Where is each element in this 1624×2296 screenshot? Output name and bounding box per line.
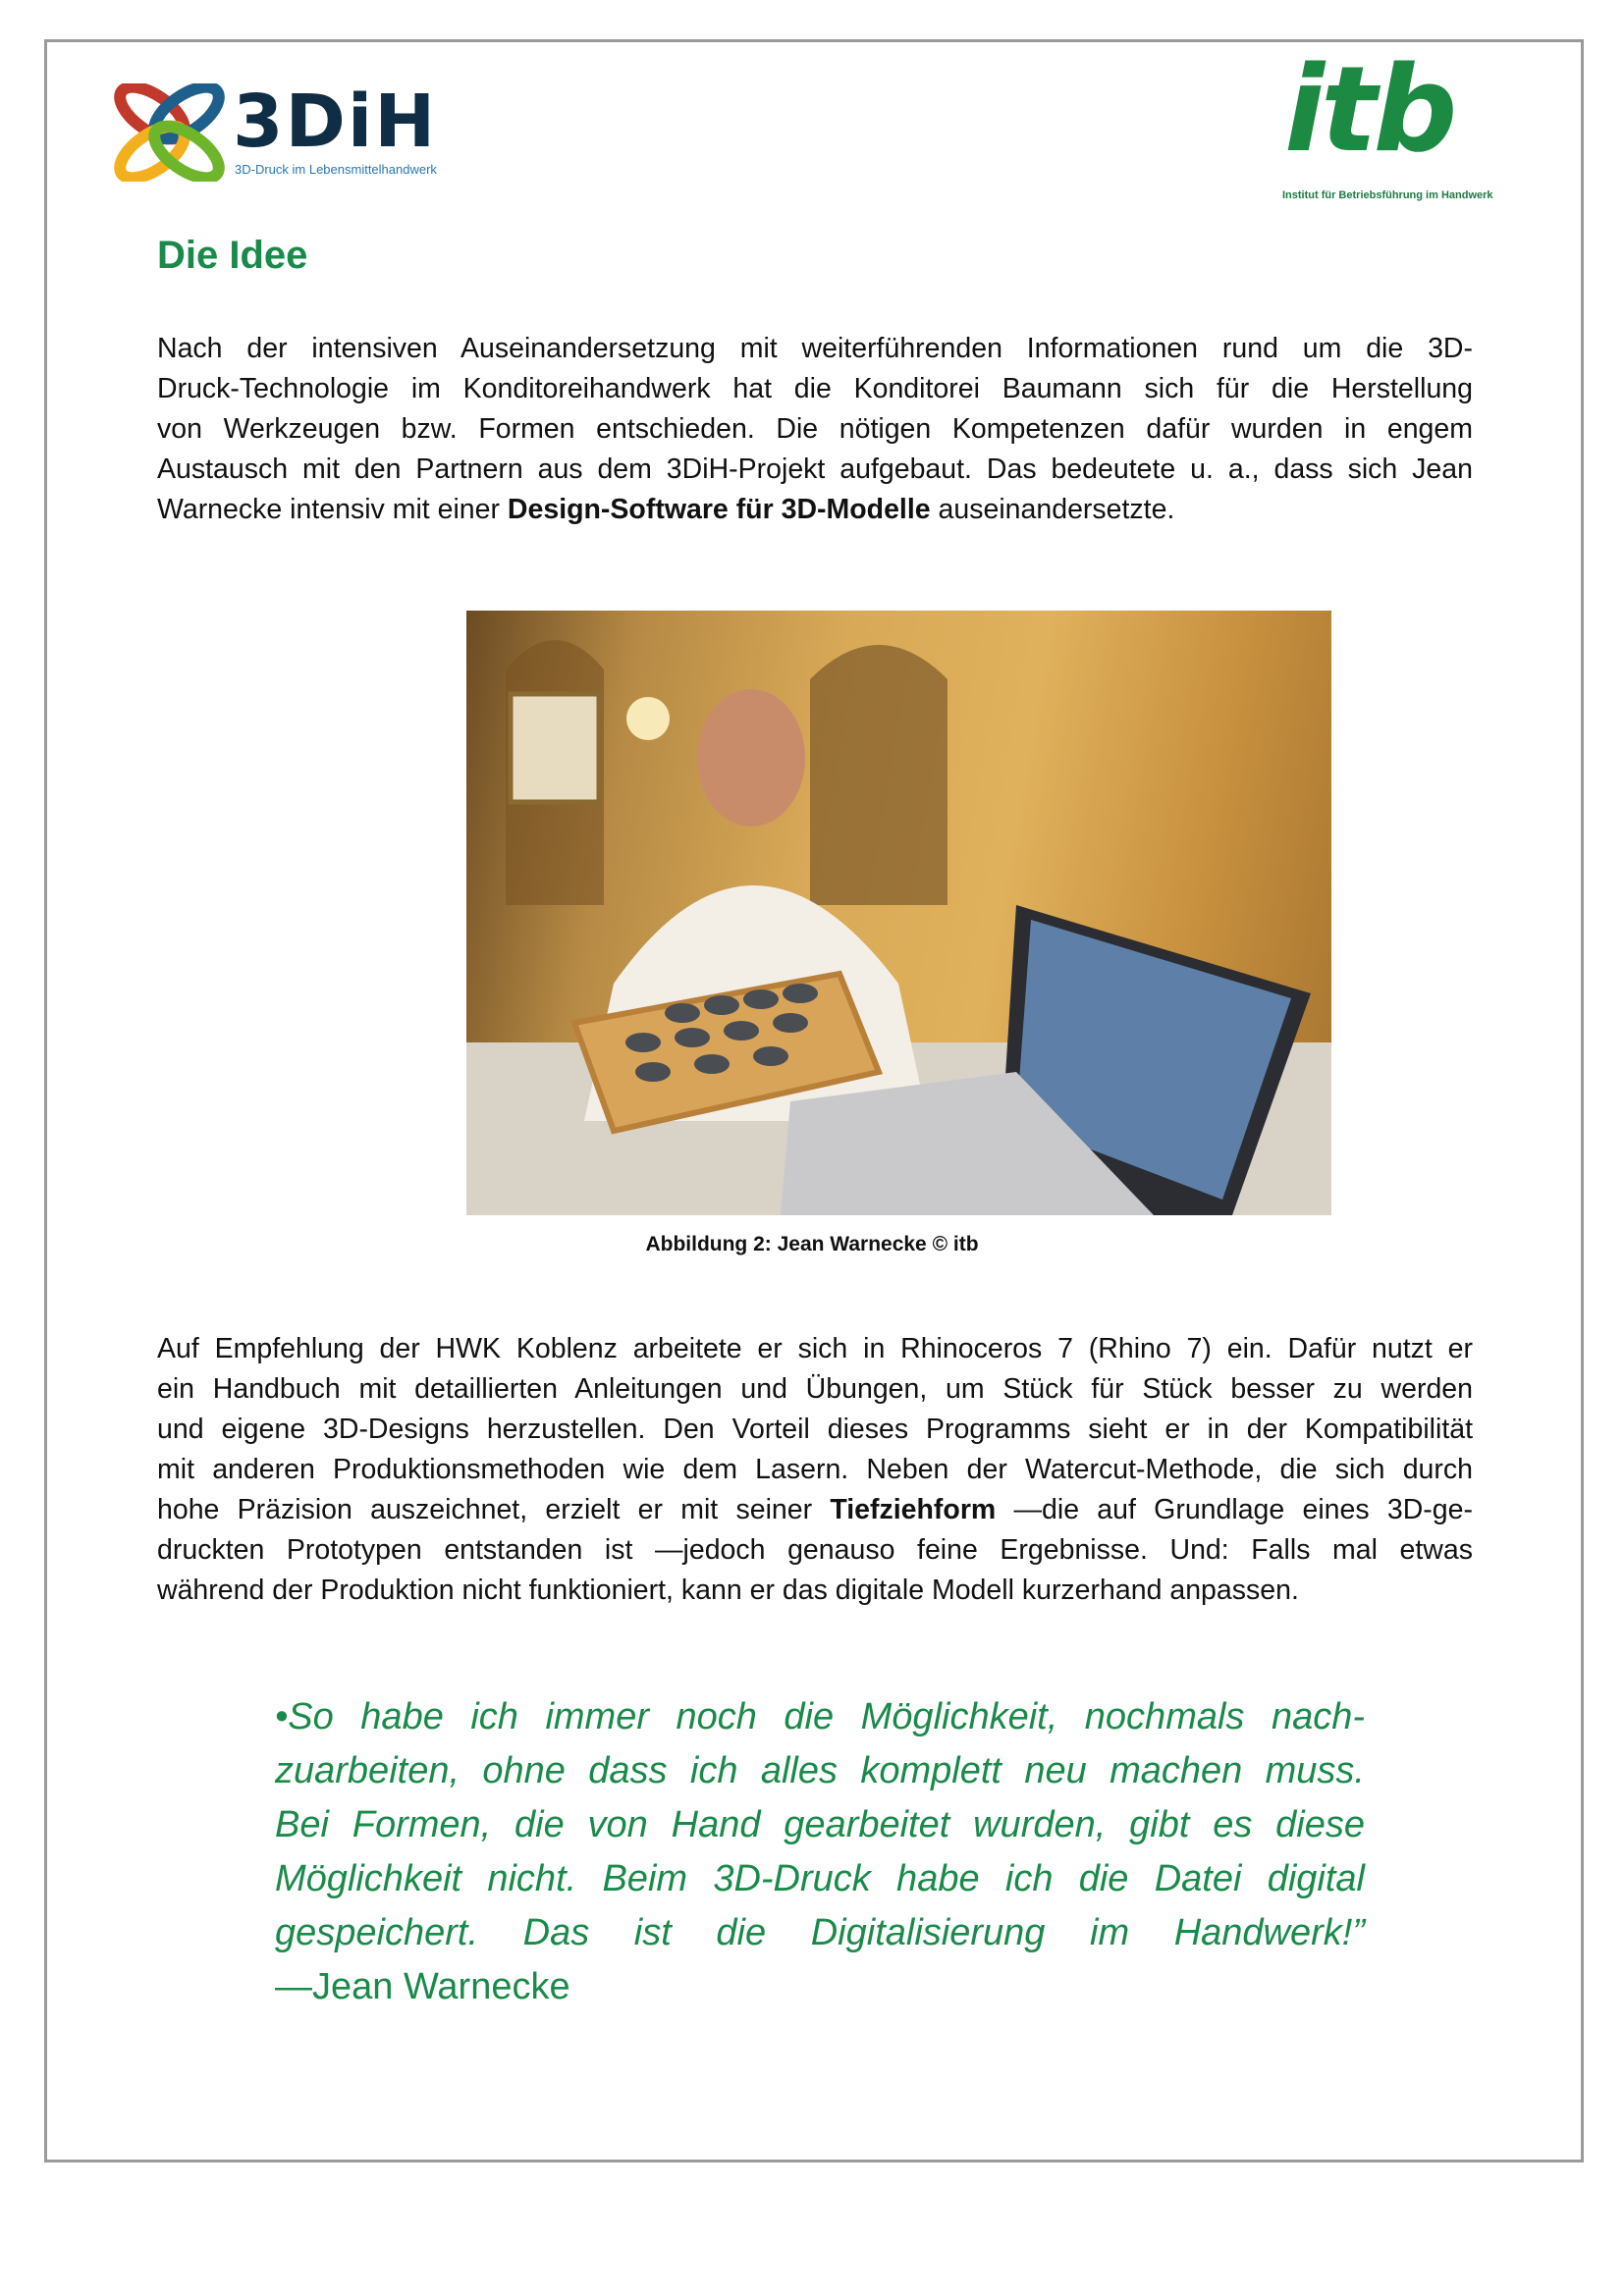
figure-caption: Abbildung 2: Jean Warnecke © itb [645,1233,979,1255]
quote-line: gespeichert. Das ist die Digitalisierung im Handwerk!” [275,1912,1365,1953]
bold-text: Tiefziehform [830,1494,997,1525]
quote-line: zuarbeiten, ohne dass ich alles komplett neu machen muss. [275,1750,1365,1791]
photo-illustration [466,611,1331,1215]
text-line: ein Handbuch mit detaillierten Anleitungen und Übungen, um Stück für Stück besser zu werden [157,1373,1473,1405]
text-line: Nach der intensiven Auseinandersetzung mit weiterführenden Informationen rund um die 3D- [157,333,1473,364]
quote-attribution: —Jean Warnecke [275,1966,570,2007]
text-line [157,490,1473,530]
section-heading: Die Idee [157,234,308,277]
3dih-wordmark: 3DiH [233,80,438,164]
figure-photo [466,611,1331,1215]
itb-logo [1276,42,1493,206]
3dih-logo [113,80,466,182]
3dih-tagline: 3D-Druck im Lebensmittelhandwerk [235,162,437,177]
text-segment: —die auf Grundlage eines 3D-ge- [996,1494,1473,1525]
text-line: Auf Empfehlung der HWK Koblenz arbeitete er sich in Rhinoceros 7 (Rhino 7) ein. Dafür nutzt er [157,1333,1473,1364]
pull-quote [275,1690,1365,2014]
text-line: mit anderen Produktionsmethoden wie dem Lasern. Neben der Watercut-Methode, die sich durch [157,1454,1473,1485]
intro-paragraph [157,329,1473,530]
itb-wordmark: itb [1284,42,1454,179]
3dih-logo-mark-icon [113,83,226,182]
text-line: druckten Prototypen entstanden ist —jedoch genauso feine Ergebnisse. Und: Falls mal etwas [157,1534,1473,1566]
text-line [157,1490,1473,1530]
text-segment: Warnecke intensiv mit einer [157,494,508,525]
quote-line: Bei Formen, die von Hand gearbeitet wurden, gibt es diese [275,1804,1365,1845]
text-segment: auseinandersetzte. [930,494,1175,525]
itb-tagline: Institut für Betriebsführung im Handwerk [1282,189,1493,201]
body-paragraph [157,1329,1473,1611]
text-line: von Werkzeugen bzw. Formen entschieden. Die nötigen Kompetenzen dafür wurden in engem [157,413,1473,445]
text-line: Druck-Technologie im Konditoreihandwerk hat die Konditorei Baumann sich für die Herstellung [157,373,1473,404]
text-line: während der Produktion nicht funktioniert, kann er das digitale Modell kurzerhand anpassen. [157,1575,1299,1606]
text-segment: hohe Präzision auszeichnet, erzielt er mit seiner [157,1494,831,1525]
text-line: und eigene 3D-Designs herzustellen. Den Vorteil dieses Programms sieht er in der Kompatibilität [157,1414,1473,1445]
bold-text: Design-Software für 3D-Modelle [507,494,931,525]
quote-line: •So habe ich immer noch die Möglichkeit, nochmals nach- [275,1696,1365,1737]
text-line: Austausch mit den Partnern aus dem 3DiH-Projekt aufgebaut. Das bedeutete u. a., dass sich Jean [157,454,1473,485]
quote-line: Möglichkeit nicht. Beim 3D-Druck habe ich die Datei digital [275,1858,1365,1899]
